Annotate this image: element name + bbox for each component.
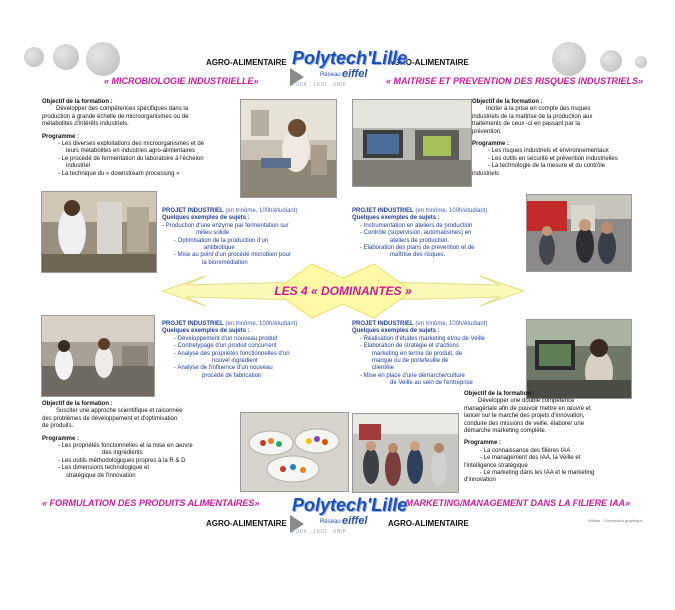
text-line: traitements de ceux -ci en passant par la [472,121,581,128]
decorative-circle [86,42,120,76]
text-line: - La technologie de la mesure et du contrôle [488,163,606,170]
logo-network-name: eiffel [342,68,368,80]
text-line: prévention. [472,128,502,135]
text-line: des problèmes de développement et d'optimisation [42,415,178,422]
section-title-risques: « MAITRISE ET PREVENTION DES RISQUES INDUSTRIELS» [386,76,644,86]
text-line: Inciter à la prise en compte des risques [486,106,591,113]
section-title-marketing: « MARKETING/MANAGEMENT DANS LA FILIERE IAA» [398,498,631,508]
decorative-circle [53,44,79,70]
dominantes-title: LES 4 « DOMINANTES » [274,284,412,298]
decorative-circle [600,50,622,72]
text-line: clientèle [372,365,395,372]
text-line: milieu solide [196,230,230,237]
marketing-projet-note: (en trinôme, 100h/étudiant) [415,321,488,327]
header-agro-left: AGRO-ALIMENTAIRE [206,58,287,67]
text-line: maîtrise des risques. [390,252,446,259]
text-line: - Le procédé de fermentation du laboratoire à l'échelon [58,155,204,162]
photo-marketing-event [352,413,459,493]
decorative-circle [24,47,44,67]
text-line: marketing en terme de produit, de [372,350,463,357]
text-line: Susciter une approche scientifique et raisonnée [56,408,183,415]
text-line: - Contrôle (supervision, automatismes) en [360,230,472,237]
logo-subtitle: FUDK · LKCI · UNIP [292,529,347,535]
risques-projet-note: (en trinôme, 100h/étudiant) [415,208,488,214]
text-line: d'innovation [464,477,496,484]
formulation-projet-note: (en trinôme, 100h/étudiant) [225,321,298,327]
photo-risques-visit [526,194,632,272]
text-line: marque ou de portefeuille de [372,358,449,365]
risques-projet [352,208,524,260]
text-line: - Les outils en sécurité et prévention industrielles [488,155,618,162]
text-line: industriel [66,163,91,170]
text-line: - Le marketing dans les IAA et le marketing [480,470,595,477]
section-title-formulation: « FORMULATION DES PRODUITS ALIMENTAIRES» [42,498,260,508]
logo-network-name: eiffel [342,515,368,527]
marketing-projet [352,321,522,388]
text-line: production à grande échelle de microorganismes ou de [42,113,189,120]
microbio-exemples-head: Quelques exemples de sujets : [162,215,250,222]
text-line: antibiotique [204,245,235,252]
text-line: - Les outils méthodologiques propres à la R & D [58,457,186,464]
risques-objectif [472,99,650,178]
text-line: lancer sur le marché des projets d'innovation, [464,413,585,420]
risques-exemples-head: Quelques exemples de sujets : [352,215,440,222]
polytech-logo-footer [290,495,408,541]
formulation-projet-title: PROJET INDUSTRIEL [162,321,224,327]
text-line: - Analyse de l'influence d'un nouveau [174,365,273,372]
text-line: - Développement d'un nouveau produit [174,335,278,342]
formulation-programme-head: Programme : [42,435,80,442]
text-line: - Production d'une enzyme par fermentation sur [162,222,289,229]
text-line: ateliers de production. [390,237,450,244]
text-line: - Instrumentation en ateliers de production [360,222,473,229]
text-line: - Le management des IAA, la Veille et [480,455,581,462]
photo-microbio-lab [240,99,337,198]
text-line: Développer des compétences spécifiques dans la [56,106,189,113]
risques-objectif-head: Objectif de la formation : [472,99,543,105]
text-line: - Les risques industriels et environnementaux [488,148,609,155]
risques-projet-title: PROJET INDUSTRIEL [352,208,414,214]
text-line: - Elaboration des plans de prévention et de [360,245,475,252]
footer-credit: Affiche · Conception graphique [588,518,643,523]
marketing-objectif-head: Objectif de la formation : [464,391,535,397]
photo-risques-lab [352,99,472,187]
marketing-projet-title: PROJET INDUSTRIEL [352,321,414,327]
marketing-exemples-head: Quelques exemples de sujets : [352,328,440,335]
polytech-logo [290,48,408,94]
microbio-programme-head: Programme : [42,133,80,140]
text-line: la bioremédiation [202,259,248,266]
text-line: - Mise en place d'une démarche/culture [360,372,465,379]
marketing-objectif [464,391,660,485]
logo-subtitle: FUDK · LKCI · UNIP [292,82,347,88]
photo-formulation-samples [240,412,349,492]
text-line: - Analyse des propriétés fonctionnelles d'un [174,350,290,357]
section-title-microbio: « MICROBIOLOGIE INDUSTRIELLE» [104,76,259,86]
decorative-circle [552,42,586,76]
text-line: industriels [472,170,500,177]
logo-name: Polytech'Lille [292,495,408,515]
formulation-objectif-head: Objectif de la formation : [42,401,113,407]
text-line: - Les dimensions technologique et [58,465,150,472]
text-line: - Réalisation d'études marketing et/ou de Veille [360,335,485,342]
photo-formulation-lab [41,315,155,397]
text-line: - Optimisation de la production d'un [174,237,269,244]
text-line: - Les propriétés fonctionnelles et la mise en œuvre [58,443,193,450]
formulation-exemples-head: Quelques exemples de sujets : [162,328,250,335]
microbio-objectif-head: Objectif de la formation : [42,99,113,105]
text-line: de produits. [42,423,74,430]
text-line: conduire des missions de veille, élaborer une [464,420,585,427]
text-line: de Veille au sein de l'entreprise [390,380,473,387]
logo-network-label: Réseau [320,72,341,78]
logo-network-label: Réseau [320,519,341,525]
header-agro-right: AGRO-ALIMENTAIRE [388,58,469,67]
decorative-circle [635,56,647,68]
microbio-projet-note: (en trinôme, 100h/étudiant) [225,208,298,214]
text-line: leurs métabolites en industries agro-alimentaires [66,148,196,155]
photo-bioreactor [41,191,157,273]
text-line: nouvel ingrédient [212,358,258,365]
footer-agro-right: AGRO-ALIMENTAIRE [388,519,469,528]
logo-name: Polytech'Lille [292,48,408,68]
photo-marketing-computer [526,319,632,399]
text-line: - Elaboration de stratégie et d'actions [360,343,459,350]
text-line: industriels de la maîtrise de la production aux [472,113,593,120]
microbio-projet-title: PROJET INDUSTRIEL [162,208,224,214]
text-line: démarche marketing complète. [464,428,547,435]
text-line: - La connaissance des filières IAA [480,447,571,454]
marketing-programme-head: Programme : [464,440,502,447]
text-line: stratégique de l'innovation [66,472,136,479]
formulation-objectif [42,401,254,480]
text-line: managériale afin de pouvoir mettre en œuvre et [464,405,591,412]
risques-programme-head: Programme : [472,141,510,148]
text-line: - Mise au point d'un procédé microbien pour [174,252,291,259]
microbio-objectif [42,99,238,178]
text-line: métabolites d'intérêts industriels. [42,121,129,128]
formulation-projet [162,321,352,380]
text-line: l'intelligence stratégique [464,462,528,469]
dominantes-banner [162,258,524,324]
text-line: - La technique du « downstream processing » [58,170,180,177]
text-line: Développer une double compétence [478,398,575,405]
text-line: - Contretypage d'un produit concurrent [174,343,277,350]
text-line: - Les diverses exploitations des microorganismes et de [58,141,205,148]
footer-agro-left: AGRO-ALIMENTAIRE [206,519,287,528]
text-line: des ingrédients [102,450,143,457]
text-line: procédé de fabrication [202,372,262,379]
